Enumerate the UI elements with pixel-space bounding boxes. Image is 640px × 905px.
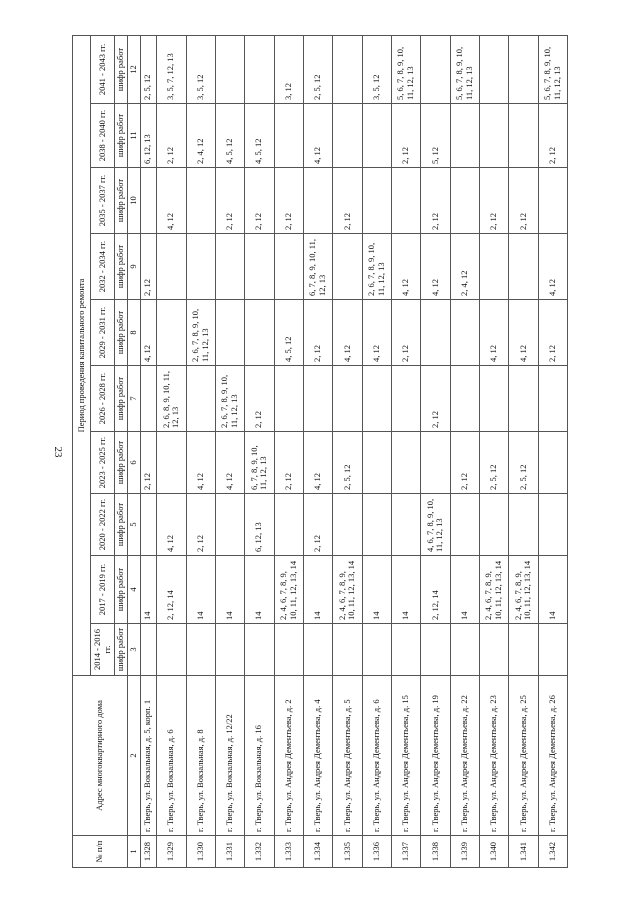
work-codes-cell: [140, 624, 157, 676]
work-codes-cell: 4, 12: [215, 432, 244, 494]
work-codes-cell: 6, 7, 8, 9, 10, 11, 12, 13: [245, 432, 274, 494]
work-codes-cell: 2, 12: [538, 300, 567, 366]
column-index: 6: [127, 432, 140, 494]
work-codes-cell: [479, 234, 508, 300]
work-codes-cell: [479, 494, 508, 556]
work-codes-cell: 14: [391, 556, 420, 624]
row-number: 1.339: [450, 836, 479, 868]
row-address: г. Тверь, ул. Вокзальная, д. 12/22: [215, 676, 244, 836]
work-codes-cell: 2, 12, 14: [421, 556, 450, 624]
work-codes-cell: [421, 35, 450, 103]
header-period: 2017 - 2019 гг.: [91, 556, 115, 624]
work-codes-cell: [215, 35, 244, 103]
header-period: 2035 - 2037 гг.: [91, 168, 115, 234]
row-address: г. Тверь, ул. Андрея Дементьева, д. 5: [333, 676, 362, 836]
work-codes-cell: 2, 12: [391, 300, 420, 366]
work-codes-cell: 4, 12: [157, 168, 186, 234]
work-codes-cell: [450, 624, 479, 676]
table-row: [362, 35, 391, 867]
row-address: г. Тверь, ул. Андрея Дементьева, д. 22: [450, 676, 479, 836]
work-codes-cell: 14: [303, 556, 332, 624]
work-codes-cell: [157, 624, 186, 676]
work-codes-cell: [450, 366, 479, 432]
table-row: [538, 35, 567, 867]
work-codes-cell: 2, 12: [538, 104, 567, 168]
work-codes-cell: [391, 366, 420, 432]
work-codes-cell: [333, 494, 362, 556]
column-index: 4: [127, 556, 140, 624]
header-sub-label: шифр работ: [115, 104, 128, 168]
work-codes-cell: 2, 12: [333, 168, 362, 234]
work-codes-cell: 4, 6, 7, 8, 9, 10, 11, 12, 13: [421, 494, 450, 556]
work-codes-cell: 2, 4, 6, 7, 8, 9, 10, 11, 12, 13, 14: [479, 556, 508, 624]
work-codes-cell: 5, 6, 7, 8, 9, 10, 11, 12, 13: [538, 35, 567, 103]
row-number: 1.333: [274, 836, 303, 868]
work-codes-cell: 2, 5, 12: [479, 432, 508, 494]
header-period: 2038 - 2040 гг.: [91, 104, 115, 168]
work-codes-cell: [362, 168, 391, 234]
work-codes-cell: [538, 432, 567, 494]
work-codes-cell: 2, 12: [303, 300, 332, 366]
table-row: [391, 35, 420, 867]
work-codes-cell: [157, 300, 186, 366]
work-codes-cell: [245, 234, 274, 300]
row-address: г. Тверь, ул. Андрея Дементьева, д. 25: [509, 676, 538, 836]
repair-schedule-table: [72, 35, 568, 868]
work-codes-cell: 3, 5, 7, 12, 13: [157, 35, 186, 103]
work-codes-cell: [140, 168, 157, 234]
page-number: 23: [52, 446, 64, 458]
work-codes-cell: [186, 234, 215, 300]
work-codes-cell: 4, 12: [362, 300, 391, 366]
header-sub-label: шифр работ: [115, 494, 128, 556]
work-codes-cell: 2, 12: [274, 168, 303, 234]
work-codes-cell: [333, 624, 362, 676]
work-codes-cell: 2, 4, 6, 7, 8, 9, 10, 11, 12, 13, 14: [509, 556, 538, 624]
work-codes-cell: [362, 432, 391, 494]
work-codes-cell: [450, 300, 479, 366]
row-number: 1.336: [362, 836, 391, 868]
work-codes-cell: [215, 494, 244, 556]
row-number: 1.342: [538, 836, 567, 868]
work-codes-cell: 4, 12: [186, 432, 215, 494]
work-codes-cell: 4, 5, 12: [245, 104, 274, 168]
work-codes-cell: [538, 494, 567, 556]
work-codes-cell: [245, 300, 274, 366]
work-codes-cell: [538, 168, 567, 234]
work-codes-cell: 4, 12: [303, 432, 332, 494]
table-row: [303, 35, 332, 867]
work-codes-cell: 3, 5, 12: [362, 35, 391, 103]
row-number: 1.329: [157, 836, 186, 868]
work-codes-cell: [509, 624, 538, 676]
work-codes-cell: 2, 12: [245, 366, 274, 432]
header-sub-label: шифр работ: [115, 168, 128, 234]
work-codes-cell: 4, 12: [391, 234, 420, 300]
header-sub-label: шифр работ: [115, 366, 128, 432]
work-codes-cell: 3, 5, 12: [186, 35, 215, 103]
work-codes-cell: 4, 12: [421, 234, 450, 300]
work-codes-cell: 2, 12: [274, 432, 303, 494]
work-codes-cell: [303, 366, 332, 432]
row-number: 1.332: [245, 836, 274, 868]
work-codes-cell: [479, 35, 508, 103]
work-codes-cell: 14: [215, 556, 244, 624]
work-codes-cell: [391, 624, 420, 676]
work-codes-cell: 2, 12: [450, 432, 479, 494]
work-codes-cell: 2, 12: [140, 432, 157, 494]
work-codes-cell: [421, 432, 450, 494]
work-codes-cell: [450, 168, 479, 234]
row-address: г. Тверь, ул. Андрея Дементьева, д. 4: [303, 676, 332, 836]
row-number: 1.335: [333, 836, 362, 868]
work-codes-cell: [245, 35, 274, 103]
table-row: [450, 35, 479, 867]
work-codes-cell: 2, 12: [509, 168, 538, 234]
work-codes-cell: [333, 35, 362, 103]
header-period: 2029 - 2031 гг.: [91, 300, 115, 366]
header-period: 2014 - 2016 гг.: [91, 624, 115, 676]
table-row: [215, 35, 244, 867]
row-address: г. Тверь, ул. Андрея Дементьева, д. 23: [479, 676, 508, 836]
work-codes-cell: [333, 366, 362, 432]
table-row: [333, 35, 362, 867]
table-row: [140, 35, 157, 867]
row-address: г. Тверь, ул. Андрея Дементьева, д. 6: [362, 676, 391, 836]
work-codes-cell: [245, 624, 274, 676]
work-codes-cell: [479, 624, 508, 676]
work-codes-cell: 14: [450, 556, 479, 624]
header-period: 2041 - 2043 гг.: [91, 35, 115, 103]
work-codes-cell: [274, 104, 303, 168]
row-address: г. Тверь, ул. Андрея Дементьева, д. 19: [421, 676, 450, 836]
column-index: 5: [127, 494, 140, 556]
work-codes-cell: 6, 12, 13: [140, 104, 157, 168]
work-codes-cell: 4, 12: [303, 104, 332, 168]
work-codes-cell: [157, 432, 186, 494]
header-period: 2023 - 2025 гг.: [91, 432, 115, 494]
work-codes-cell: 14: [140, 556, 157, 624]
row-number: 1.331: [215, 836, 244, 868]
work-codes-cell: [186, 624, 215, 676]
row-address: г. Тверь, ул. Андрея Дементьева, д. 2: [274, 676, 303, 836]
row-address: г. Тверь, ул. Вокзальная, д. 6: [157, 676, 186, 836]
header-sub-label: шифр работ: [115, 556, 128, 624]
work-codes-cell: [479, 104, 508, 168]
work-codes-cell: [215, 624, 244, 676]
work-codes-cell: 4, 12: [157, 494, 186, 556]
work-codes-cell: [509, 234, 538, 300]
row-number: 1.338: [421, 836, 450, 868]
header-number: № п/п: [73, 836, 128, 868]
work-codes-cell: 2, 12: [421, 366, 450, 432]
column-index: 3: [127, 624, 140, 676]
work-codes-cell: 2, 4, 12: [186, 104, 215, 168]
work-codes-cell: 2, 12: [140, 234, 157, 300]
work-codes-cell: 2, 6, 8, 9, 10, 11, 12, 13: [157, 366, 186, 432]
work-codes-cell: [391, 432, 420, 494]
table-row: [479, 35, 508, 867]
table-row: [274, 35, 303, 867]
column-index: 7: [127, 366, 140, 432]
work-codes-cell: 4, 12: [140, 300, 157, 366]
column-index: 10: [127, 168, 140, 234]
header-sub-label: шифр работ: [115, 35, 128, 103]
work-codes-cell: [274, 366, 303, 432]
column-index: 8: [127, 300, 140, 366]
work-codes-cell: 2, 5, 12: [140, 35, 157, 103]
work-codes-cell: [421, 300, 450, 366]
work-codes-cell: 4, 12: [538, 234, 567, 300]
work-codes-cell: [215, 234, 244, 300]
work-codes-cell: 2, 4, 6, 7, 8, 9, 10, 11, 12, 13, 14: [333, 556, 362, 624]
work-codes-cell: [274, 494, 303, 556]
work-codes-cell: [391, 168, 420, 234]
work-codes-cell: 2, 12: [215, 168, 244, 234]
work-codes-cell: 6, 7, 8, 9, 10, 11, 12, 13: [303, 234, 332, 300]
work-codes-cell: 2, 12: [479, 168, 508, 234]
row-number: 1.330: [186, 836, 215, 868]
work-codes-cell: [333, 104, 362, 168]
table-body: [140, 35, 567, 867]
work-codes-cell: 2, 6, 7, 8, 9, 10, 11, 12, 13: [215, 366, 244, 432]
row-address: г. Тверь, ул. Вокзальная, д. 8: [186, 676, 215, 836]
work-codes-cell: 4, 12: [333, 300, 362, 366]
table-row: [245, 35, 274, 867]
work-codes-cell: [186, 168, 215, 234]
work-codes-cell: 5, 6, 7, 8, 9, 10, 11, 12, 13: [391, 35, 420, 103]
work-codes-cell: [303, 624, 332, 676]
work-codes-cell: 2, 5, 12: [303, 35, 332, 103]
work-codes-cell: [362, 104, 391, 168]
work-codes-cell: [362, 624, 391, 676]
work-codes-cell: [274, 234, 303, 300]
work-codes-cell: 3, 12: [274, 35, 303, 103]
row-number: 1.341: [509, 836, 538, 868]
work-codes-cell: 2, 12: [186, 494, 215, 556]
work-codes-cell: [479, 366, 508, 432]
column-index: 1: [127, 836, 140, 868]
work-codes-cell: 14: [538, 556, 567, 624]
header-period: 2026 - 2028 гг.: [91, 366, 115, 432]
work-codes-cell: 14: [186, 556, 215, 624]
work-codes-cell: [450, 104, 479, 168]
table-row: [421, 35, 450, 867]
header-sub-label: шифр работ: [115, 624, 128, 676]
header-address: Адрес многоквартирного дома: [73, 676, 128, 836]
work-codes-cell: 2, 12: [157, 104, 186, 168]
work-codes-cell: 14: [245, 556, 274, 624]
work-codes-cell: [509, 494, 538, 556]
header-period-title: Период проведения капитального ремонта: [73, 35, 91, 675]
work-codes-cell: 2, 6, 7, 8, 9, 10, 11, 12, 13: [186, 300, 215, 366]
work-codes-cell: 6, 12, 13: [245, 494, 274, 556]
work-codes-cell: 2, 12: [421, 168, 450, 234]
work-codes-cell: 2, 12: [303, 494, 332, 556]
work-codes-cell: 4, 5, 12: [215, 104, 244, 168]
work-codes-cell: 4, 5, 12: [274, 300, 303, 366]
column-index: 11: [127, 104, 140, 168]
row-number: 1.337: [391, 836, 420, 868]
work-codes-cell: [538, 624, 567, 676]
work-codes-cell: [140, 494, 157, 556]
work-codes-cell: [391, 494, 420, 556]
work-codes-cell: [538, 366, 567, 432]
work-codes-cell: 2, 6, 7, 8, 9, 10, 11, 12, 13: [362, 234, 391, 300]
row-number: 1.334: [303, 836, 332, 868]
work-codes-cell: 4, 12: [509, 300, 538, 366]
row-number: 1.328: [140, 836, 157, 868]
work-codes-cell: [303, 168, 332, 234]
work-codes-cell: [186, 366, 215, 432]
column-index: 9: [127, 234, 140, 300]
header-sub-label: шифр работ: [115, 432, 128, 494]
row-address: г. Тверь, ул. Вокзальная, д. 16: [245, 676, 274, 836]
work-codes-cell: 2, 5, 12: [509, 432, 538, 494]
work-codes-cell: [333, 234, 362, 300]
work-codes-cell: 5, 12: [421, 104, 450, 168]
work-codes-cell: 2, 12: [391, 104, 420, 168]
work-codes-cell: [215, 300, 244, 366]
header-sub-label: шифр работ: [115, 300, 128, 366]
work-codes-cell: 4, 12: [479, 300, 508, 366]
header-period: 2020 - 2022 гг.: [91, 494, 115, 556]
work-codes-cell: [509, 104, 538, 168]
work-codes-cell: [157, 234, 186, 300]
table-row: [186, 35, 215, 867]
row-address: г. Тверь, ул. Андрея Дементьева, д. 15: [391, 676, 420, 836]
work-codes-cell: [421, 624, 450, 676]
work-codes-cell: [362, 366, 391, 432]
header-sub-label: шифр работ: [115, 234, 128, 300]
repair-schedule-document: [72, 36, 568, 868]
work-codes-cell: [362, 494, 391, 556]
work-codes-cell: [274, 624, 303, 676]
row-address: г. Тверь, ул. Вокзальная, д. 5, корп. 1: [140, 676, 157, 836]
row-address: г. Тверь, ул. Андрея Дементьева, д. 26: [538, 676, 567, 836]
table-row: [157, 35, 186, 867]
column-index: 12: [127, 35, 140, 103]
work-codes-cell: [450, 494, 479, 556]
work-codes-cell: [509, 35, 538, 103]
work-codes-cell: 2, 4, 6, 7, 8, 9, 10, 11, 12, 13, 14: [274, 556, 303, 624]
work-codes-cell: 2, 4, 12: [450, 234, 479, 300]
work-codes-cell: 2, 12, 14: [157, 556, 186, 624]
work-codes-cell: 2, 5, 12: [333, 432, 362, 494]
header-period: 2032 - 2034 гг.: [91, 234, 115, 300]
work-codes-cell: [509, 366, 538, 432]
work-codes-cell: 5, 6, 7, 8, 9, 10, 11, 12, 13: [450, 35, 479, 103]
work-codes-cell: 2, 12: [245, 168, 274, 234]
row-number: 1.340: [479, 836, 508, 868]
work-codes-cell: [140, 366, 157, 432]
column-index: 2: [127, 676, 140, 836]
table-row: [509, 35, 538, 867]
work-codes-cell: 14: [362, 556, 391, 624]
